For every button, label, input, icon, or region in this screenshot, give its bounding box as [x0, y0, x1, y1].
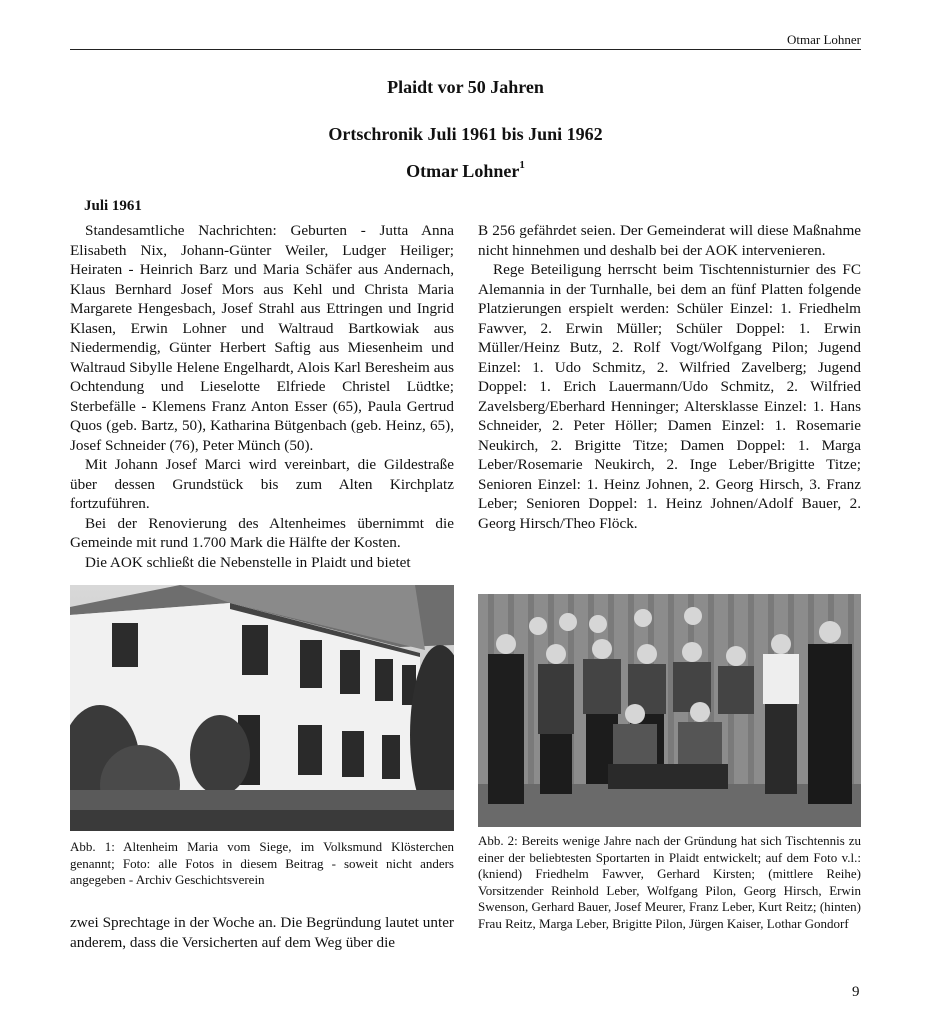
footnote-mark: 1 — [519, 159, 525, 171]
figure-2-caption: Abb. 2: Bereits wenige Jahre nach der Gründung hat sich Tischtennis zu einer der beliebtesten Sportarten in Plaidt entwickelt; auf dem Foto v.l.: (kniend) Friedhelm Fawver, Gerhard Kirsten; (mittlere Reihe) Vorsitzender Reinhold Leber, Wolfgang Pilon, Georg Hirsch, Erwin Swenson, Gerhard Bauer, Josef Meurer, Franz Leber, Kurt Reitz; (hinten) Frau Reitz, Marga Leber, Brigitte Pilon, Jürgen Kaiser, Lothar Gondorf — [478, 833, 861, 931]
paragraph-aok: Die AOK schließt die Nebenstelle in Plaidt und bietet — [85, 553, 411, 571]
figure-2-photo — [478, 594, 861, 827]
article-subtitle: Ortschronik Juli 1961 bis Juni 1962 — [328, 124, 603, 144]
paragraph-table-tennis: Rege Beteiligung herrscht beim Tischtennisturnier des FC Alemannia in der Turnhalle, bei dem an fünf Platten folgende Platzierungen erspielt werden: Schüler Einzel: 1. Friedhelm Fawver, 2. Erwin Müller; Schüler Doppel: 1. Erwin Müller/Heinz Butz, 2. Rolf Vogt/Wolfgang Pilon; Jugend Einzel: 1. Udo Schmitz, 2. Wilfried Zavelberg; Jugend Doppel: 1. Erich Lauermann/Udo Schmitz, 2. Wilfried Zavelsberg/Eberhard Henninger; Altersklasse Einzel: 1. Hans Schneider, 2. Peter Höller; Damen Einzel: 1. Rosemarie Neukirch, 2. Brigitte Titze; Damen Doppel: 1. Marga Leber/Rosemarie Neukirch, 2. Inge Leber/Brigitte Titze; Senioren Einzel: 1. Heinz Johnen, 2. Georg Hirsch, 3. Franz Leber; Senioren Doppel: 1. Heinz Johnen/Adolf Bauer, 2. Georg Hirsch/Theo Flöck. — [478, 261, 861, 532]
article-title: Plaidt vor 50 Jahren — [387, 77, 544, 97]
article-author — [0, 161, 931, 182]
left-column — [70, 221, 454, 572]
paragraph-vital-records: Standesamtliche Nachrichten: Geburten - Jutta Anna Elisabeth Nix, Johann-Günter Weiler, Ludger Heiliger; Heiraten - Heinrich Barz und Maria Schäfer aus Andernach, Klaus Bernhard Josef Mors aus Kehl und Christa Maria Margarete Hengesbach, Josef Strahl aus Ettringen und Ingrid Klasen, Erwin Lohner und Waltraud Bartkowiak aus Niedermendig, Günter Herbert Saftig aus Miesenheim und Waltraud Sibylle Helene Engelhardt, Alois Karl Beresheim aus Ochtendung und Lieselotte Elfriede Christel Lüdtke; Sterbefälle - Klemens Franz Anton Esser (65), Paula Gertrud Quos (geb. Bartz, 50), Katharina Bütgenbach (geb. Heinz, 65), Josef Schneider (76), Peter Münch (50). — [70, 222, 454, 454]
altenheim-building-image — [70, 585, 454, 831]
section-heading: Juli 1961 — [84, 198, 142, 214]
right-column — [478, 221, 861, 533]
paragraph-altenheim: Bei der Renovierung des Altenheimes übernimmt die Gemeinde mit rund 1.700 Mark die Hälfte der Kosten. — [70, 514, 454, 551]
figure-1-photo — [70, 585, 454, 831]
paragraph-gildestrasse: Mit Johann Josef Marci wird vereinbart, die Gildestraße über dessen Grundstück bis zum Alten Kirchplatz fortzuführen. — [70, 456, 454, 512]
left-column-continued — [70, 913, 454, 952]
paragraph-aok-reason: zwei Sprechtage in der Woche an. Die Begründung lautet unter anderem, dass die Versicherten auf dem Weg über die — [70, 914, 454, 951]
paragraph-aok-continued: B 256 gefährdet seien. Der Gemeinderat will diese Maßnahme nicht hinnehmen und deshalb bei der AOK intervenieren. — [478, 222, 861, 259]
table-tennis-team-image — [478, 594, 861, 827]
page-number: 9 — [852, 984, 860, 1000]
running-head-author: Otmar Lohner — [786, 32, 861, 47]
running-head — [70, 33, 861, 50]
figure-1-caption: Abb. 1: Altenheim Maria vom Siege, im Volksmund Klösterchen genannt; Foto: alle Fotos in diesem Beitrag - soweit nicht anders angegeben - Archiv Geschichtsverein — [70, 839, 454, 887]
author-name: Otmar Lohner — [406, 161, 520, 181]
